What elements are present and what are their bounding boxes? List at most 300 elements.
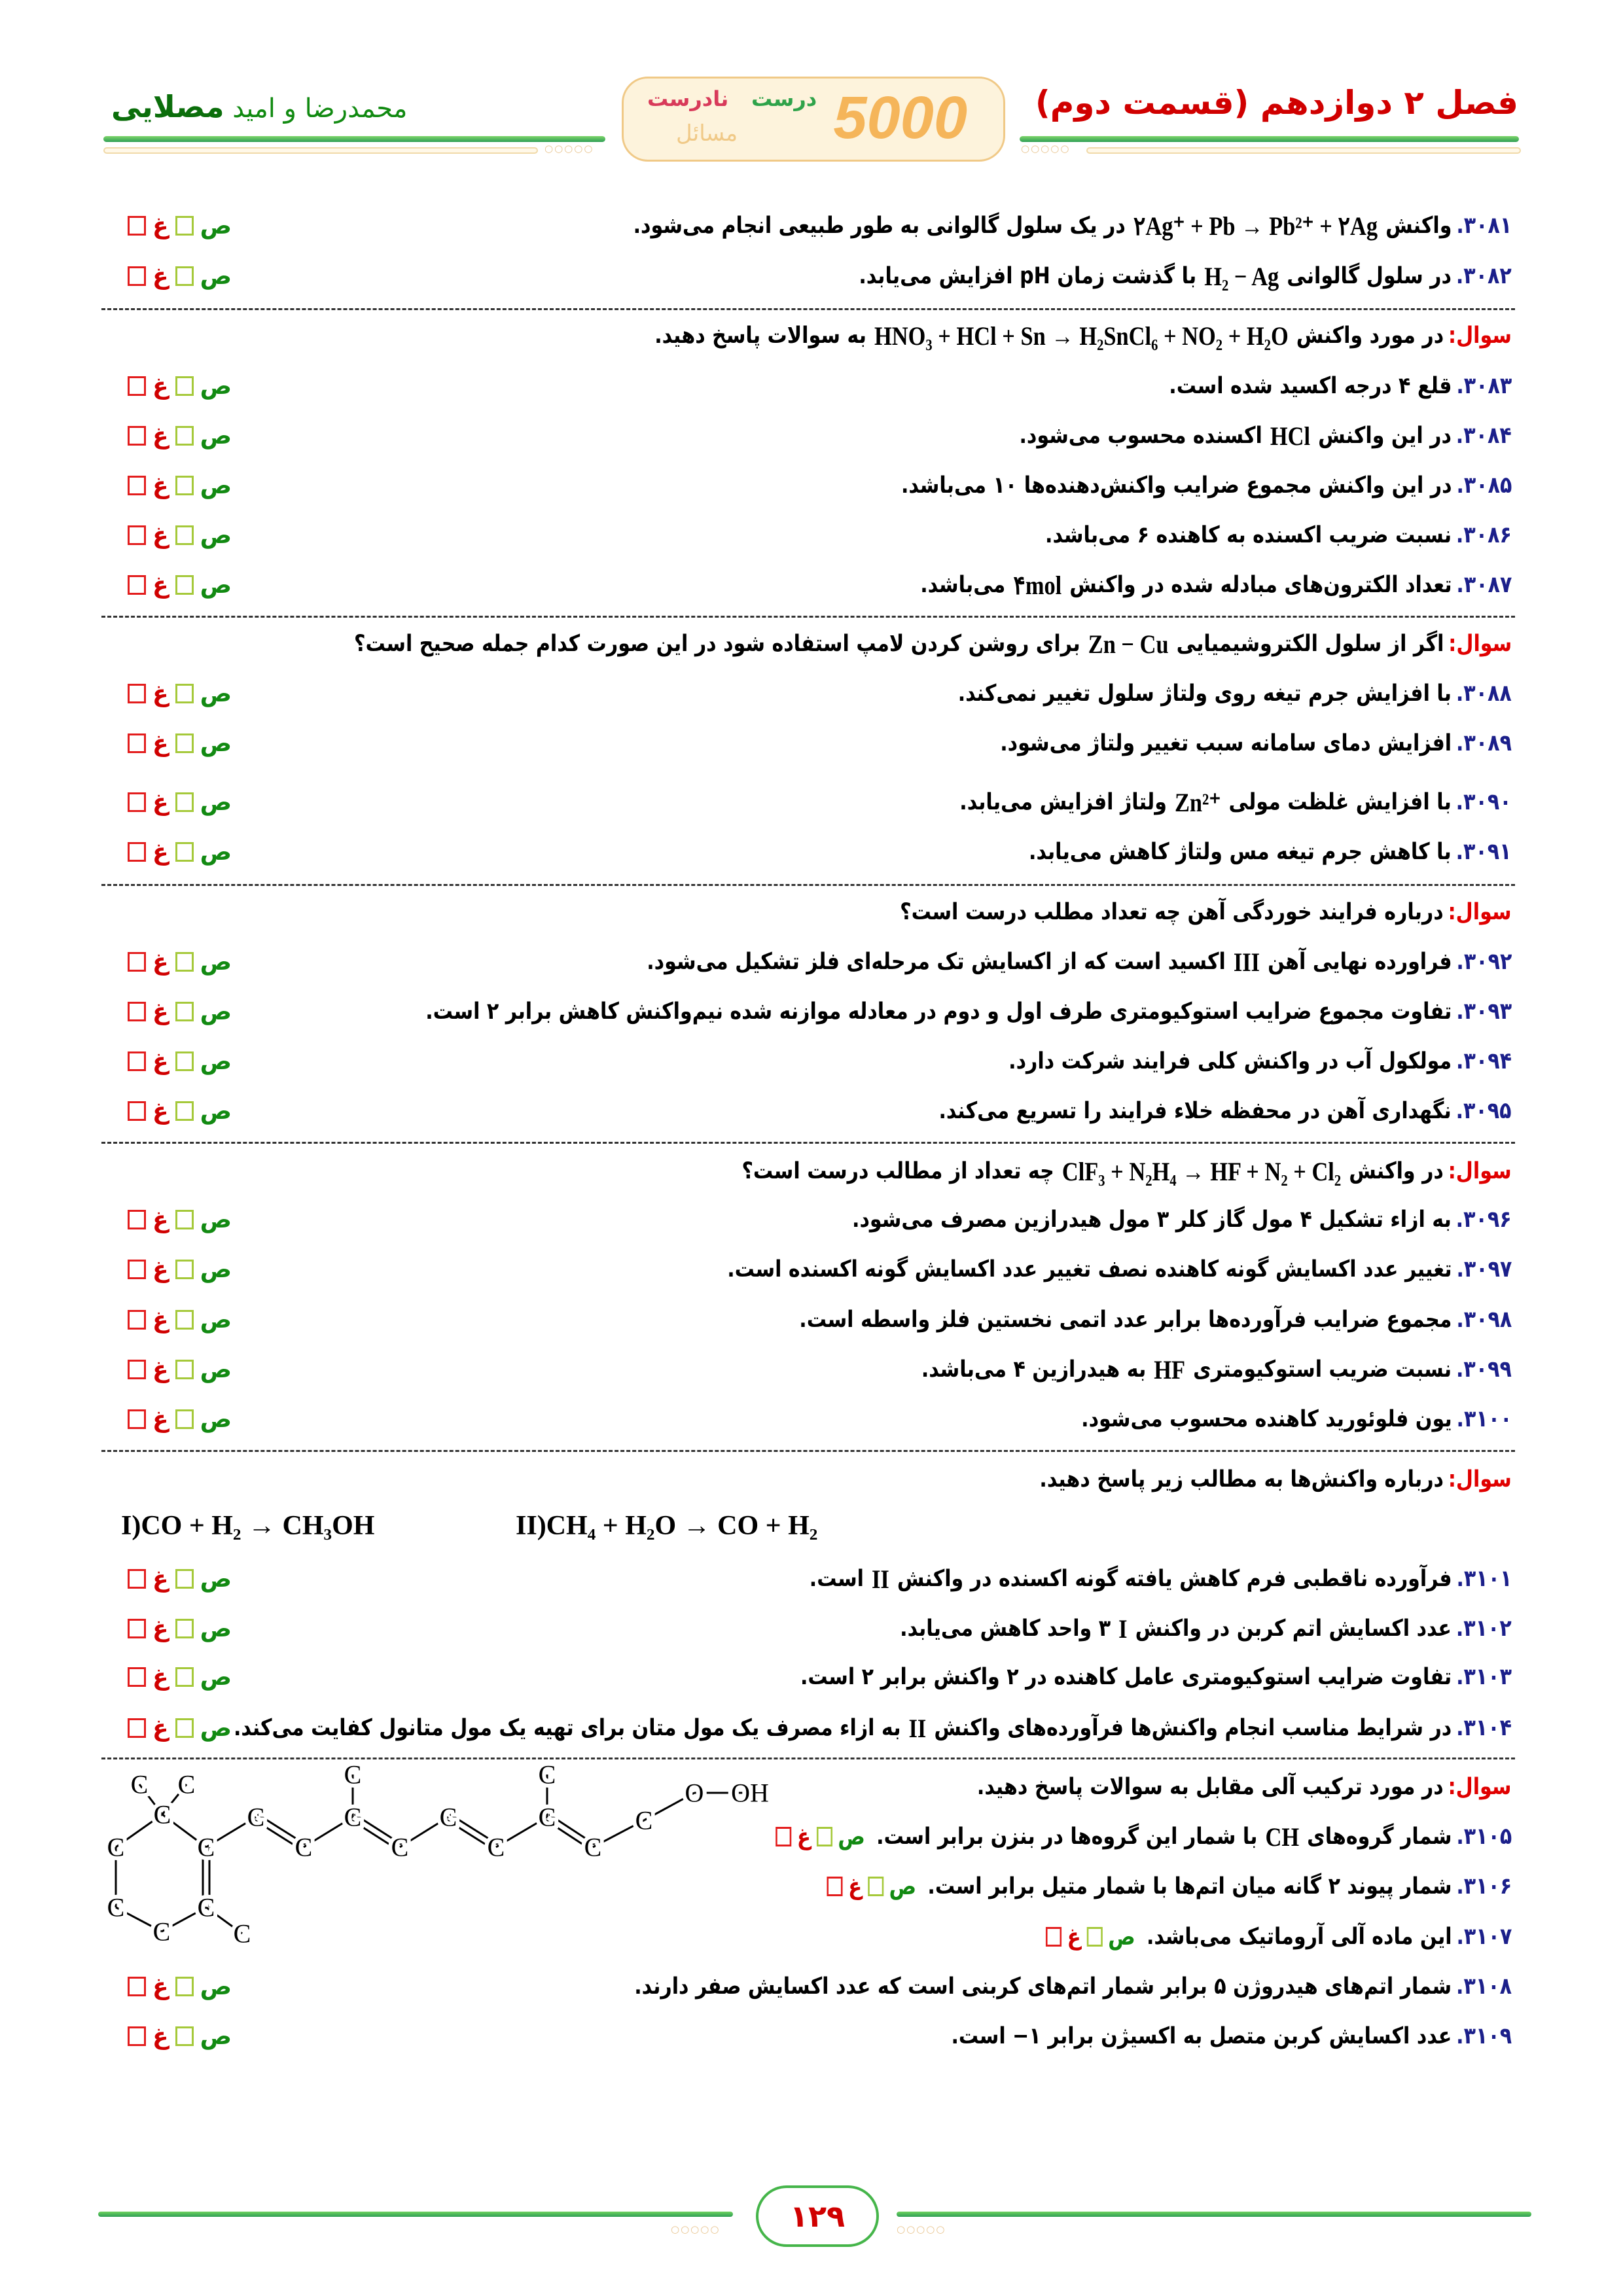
false-checkbox[interactable] bbox=[128, 733, 146, 753]
statement-text: در مورد ترکیب آلی مقابل به سوالات پاسخ دهید. bbox=[977, 1774, 1444, 1800]
answer-options bbox=[121, 365, 232, 407]
carbon-atom: C bbox=[233, 1918, 251, 1949]
true-checkbox[interactable] bbox=[175, 1409, 194, 1429]
statement-body bbox=[654, 315, 1512, 357]
statement-text-end: ۳ واحد کاهش می‌یابد. bbox=[900, 1616, 1111, 1642]
carbon-atom: C bbox=[107, 1832, 125, 1862]
statement-text: عدد اکسایش کربن متصل به اکسیژن برابر ۱− است. bbox=[951, 2023, 1452, 2049]
footer-dots-right: ○○○○○ bbox=[897, 2223, 946, 2235]
statement-number: ۳۰۸۱. bbox=[1456, 213, 1512, 239]
section-divider bbox=[101, 884, 1515, 886]
false-checkbox[interactable] bbox=[128, 1409, 146, 1429]
answer-options bbox=[121, 255, 232, 297]
false-label: غ bbox=[152, 1405, 169, 1433]
statement-body bbox=[799, 1299, 1512, 1341]
true-label: ص bbox=[200, 1973, 232, 2000]
false-checkbox[interactable] bbox=[128, 1360, 146, 1379]
statement-body bbox=[960, 781, 1512, 823]
false-checkbox[interactable] bbox=[827, 1877, 842, 1896]
question-label: سوال: bbox=[1448, 1466, 1512, 1492]
false-checkbox[interactable] bbox=[128, 1977, 146, 1996]
statement-number: ۳۱۰۱. bbox=[1456, 1566, 1512, 1592]
statement-row bbox=[111, 941, 1512, 983]
statement-text: این ماده آلی آروماتیک می‌باشد. bbox=[1146, 1924, 1452, 1950]
statement-text-end: می‌باشد. bbox=[919, 572, 1005, 598]
statement-body bbox=[939, 1090, 1512, 1132]
equation-2: II)CH₄ + H₂O → CO + H₂ bbox=[516, 1511, 818, 1541]
statement-text: نسبت ضریب استوکیومتری bbox=[1193, 1356, 1452, 1383]
false-checkbox[interactable] bbox=[128, 476, 146, 495]
false-checkbox[interactable] bbox=[128, 525, 146, 545]
true-label: ص bbox=[200, 1048, 232, 1075]
statement-number: ۳۱۰۴. bbox=[1456, 1715, 1512, 1741]
answer-options bbox=[121, 415, 232, 457]
true-label: ص bbox=[200, 521, 232, 549]
carbon-atom: C bbox=[344, 1759, 362, 1790]
statement-body bbox=[727, 1248, 1512, 1290]
true-checkbox[interactable] bbox=[868, 1877, 883, 1896]
question-label: سوال: bbox=[1448, 323, 1512, 349]
statement-text: نسبت ضریب اکسنده به کاهنده ۶ می‌باشد. bbox=[1045, 522, 1452, 548]
true-checkbox[interactable] bbox=[175, 1977, 194, 1996]
false-label: غ bbox=[152, 838, 169, 866]
answer-options bbox=[121, 781, 232, 823]
logo-number: 5000 bbox=[833, 84, 967, 151]
chemical-formula: III bbox=[1233, 947, 1260, 977]
logo-word-wrong: نادرست bbox=[647, 86, 729, 111]
statement-text: درباره فرایند خوردگی آهن چه تعداد مطلب درست است؟ bbox=[900, 899, 1444, 925]
false-label: غ bbox=[152, 1306, 169, 1333]
question-prompt bbox=[111, 315, 1512, 357]
false-checkbox[interactable] bbox=[128, 1051, 146, 1071]
statement-text: با افزایش جرم تیغه روی ولتاژ سلول تغییر نمی‌کند. bbox=[957, 680, 1452, 707]
carbon-atom: C bbox=[197, 1892, 215, 1922]
false-checkbox[interactable] bbox=[128, 684, 146, 703]
true-label: ص bbox=[200, 422, 232, 450]
statement-number: ۳۰۹۷. bbox=[1456, 1256, 1512, 1282]
true-label: ص bbox=[200, 571, 232, 599]
statement-row bbox=[111, 514, 1512, 556]
question-prompt bbox=[111, 1150, 1512, 1192]
true-label: ص bbox=[200, 212, 232, 239]
true-label: ص bbox=[200, 730, 232, 757]
carbon-atom: C bbox=[177, 1769, 196, 1799]
statement-body bbox=[900, 1608, 1512, 1650]
statement-text: عدد اکسایش اتم کربن در واکنش bbox=[1135, 1616, 1452, 1642]
answer-options bbox=[121, 2015, 232, 2057]
statement-text-end: چه تعداد از مطالب درست است؟ bbox=[741, 1158, 1055, 1184]
false-checkbox[interactable] bbox=[128, 1260, 146, 1279]
true-checkbox[interactable] bbox=[175, 733, 194, 753]
equation-1: I)CO + H₂ → CH₃OH bbox=[121, 1511, 375, 1541]
statement-text: در سلول گالوانی bbox=[1287, 263, 1452, 289]
false-checkbox[interactable] bbox=[128, 216, 146, 236]
carbon-atom: C bbox=[107, 1892, 125, 1922]
answer-options bbox=[121, 1707, 232, 1749]
chemical-formula: H₂ − Ag bbox=[1204, 261, 1279, 291]
answer-options bbox=[121, 1248, 232, 1290]
false-label: غ bbox=[152, 1663, 169, 1691]
true-checkbox[interactable] bbox=[175, 842, 194, 862]
false-checkbox[interactable] bbox=[128, 1210, 146, 1229]
statement-row bbox=[111, 1090, 1512, 1132]
answer-options bbox=[821, 1865, 916, 1907]
logo-word-problems: مسائل bbox=[676, 120, 738, 147]
statement-text-end: اکسنده محسوب می‌شود. bbox=[1019, 423, 1263, 449]
statement-body bbox=[800, 1656, 1512, 1698]
statement-row bbox=[111, 673, 1512, 715]
chapter-title: فصل ۲ دوازدهم (قسمت دوم) bbox=[1035, 84, 1518, 122]
false-checkbox[interactable] bbox=[128, 792, 146, 812]
answer-options bbox=[121, 673, 232, 715]
false-checkbox[interactable] bbox=[128, 376, 146, 396]
carbon-atom: C bbox=[584, 1832, 602, 1862]
section-divider bbox=[101, 1450, 1515, 1452]
statement-body bbox=[1040, 1916, 1512, 1958]
statement-row bbox=[111, 1299, 1512, 1341]
false-label: غ bbox=[152, 372, 169, 400]
chemical-formula: CH bbox=[1265, 1822, 1299, 1852]
statement-text: با کاهش جرم تیغه مس ولتاژ کاهش می‌یابد. bbox=[1029, 839, 1452, 865]
false-label: غ bbox=[847, 1873, 862, 1900]
true-checkbox[interactable] bbox=[175, 1051, 194, 1071]
statement-text: نگهداری آهن در محفظه خلاء فرایند را تسریع می‌کند. bbox=[938, 1098, 1452, 1124]
answer-options bbox=[121, 465, 232, 506]
statement-text: تعداد الکترون‌های مبادله شده در واکنش bbox=[1069, 572, 1452, 598]
true-label: ص bbox=[1107, 1923, 1135, 1951]
statement-body bbox=[742, 1150, 1512, 1192]
statement-row bbox=[111, 2015, 1512, 2057]
carbon-atom: C bbox=[294, 1832, 313, 1862]
chemical-formula: I bbox=[1118, 1614, 1128, 1644]
statement-text-end: به ازاء مصرف یک مول متان برای تهیه یک مول متانول کفایت می‌کند. bbox=[233, 1715, 901, 1741]
header-line-right bbox=[1020, 136, 1519, 142]
carbon-atom: C bbox=[247, 1802, 265, 1832]
statement-text: در این واکنش bbox=[1318, 423, 1452, 449]
false-label: غ bbox=[152, 1615, 169, 1642]
true-label: ص bbox=[200, 948, 232, 976]
true-label: ص bbox=[200, 2022, 232, 2050]
true-checkbox[interactable] bbox=[816, 1827, 832, 1846]
chemical-formula: Zn²⁺ bbox=[1175, 787, 1221, 817]
true-checkbox[interactable] bbox=[175, 426, 194, 446]
false-label: غ bbox=[1067, 1923, 1081, 1951]
question-prompt bbox=[111, 623, 1512, 665]
carbon-atom: C bbox=[344, 1802, 362, 1832]
page-number bbox=[756, 2185, 879, 2247]
statement-body bbox=[1029, 831, 1512, 873]
false-checkbox[interactable] bbox=[1046, 1927, 1061, 1947]
false-checkbox[interactable] bbox=[128, 842, 146, 862]
true-label: ص bbox=[200, 1714, 232, 1742]
statement-text: تفاوت مجموع ضرایب استوکیومتری طرف اول و دوم در معادله موازنه شده نیم‌واکنش کاهش برابر ۲ است. bbox=[425, 998, 1452, 1025]
answer-options bbox=[121, 1090, 232, 1132]
answer-options bbox=[121, 1299, 232, 1341]
statement-body bbox=[234, 1707, 1512, 1749]
false-label: غ bbox=[152, 788, 169, 816]
false-label: غ bbox=[152, 472, 169, 499]
oxygen-atom: O bbox=[685, 1778, 704, 1808]
statement-text: در شرایط مناسب انجام واکنش‌ها فرآورده‌های واکنش bbox=[934, 1715, 1452, 1741]
statement-number: ۳۰۸۷. bbox=[1456, 572, 1512, 598]
question-prompt bbox=[111, 1458, 1512, 1500]
statement-text: فراورده نهایی آهن bbox=[1267, 949, 1452, 975]
logo-word-right: درست bbox=[751, 86, 817, 111]
answer-options bbox=[121, 1966, 232, 2007]
header-dots-left: ○○○○○ bbox=[544, 143, 594, 154]
true-checkbox[interactable] bbox=[175, 1310, 194, 1330]
header-beige-line-left bbox=[103, 147, 538, 154]
true-checkbox[interactable] bbox=[175, 376, 194, 396]
hydroxyl-group: OH bbox=[731, 1778, 769, 1808]
answer-options bbox=[121, 564, 232, 606]
carbon-atom: C bbox=[487, 1832, 505, 1862]
chemical-formula: ۲Ag⁺ + Pb → Pb²⁺ + ۲Ag bbox=[1133, 211, 1378, 241]
false-checkbox[interactable] bbox=[128, 2026, 146, 2046]
statement-number: ۳۱۰۶. bbox=[1456, 1873, 1512, 1899]
statement-text-end: برای روشن کردن لامپ استفاده شود در این صورت کدام جمله صحیح است؟ bbox=[353, 631, 1080, 657]
statement-number: ۳۰۹۱. bbox=[1456, 839, 1512, 865]
statement-number: ۳۰۸۳. bbox=[1456, 373, 1512, 399]
header-line-left bbox=[103, 136, 605, 142]
false-checkbox[interactable] bbox=[128, 1667, 146, 1687]
statement-body bbox=[958, 673, 1512, 715]
false-checkbox[interactable] bbox=[128, 1569, 146, 1589]
answer-options bbox=[121, 1349, 232, 1390]
false-label: غ bbox=[152, 998, 169, 1025]
statement-body bbox=[977, 1766, 1512, 1808]
statement-number: ۳۰۹۹. bbox=[1456, 1356, 1512, 1383]
statement-text: واکنش bbox=[1385, 213, 1452, 239]
answer-options bbox=[121, 1558, 232, 1600]
chemical-formula: HCl bbox=[1270, 421, 1311, 451]
false-label: غ bbox=[152, 2022, 169, 2050]
statement-text: با افزایش غلظت مولی bbox=[1228, 789, 1452, 815]
statement-text-end: به سوالات پاسخ دهید. bbox=[654, 323, 867, 349]
true-checkbox[interactable] bbox=[175, 1260, 194, 1279]
chemical-formula: ClF₃ + N₂H₄ → HF + N₂ + Cl₂ bbox=[1062, 1156, 1342, 1186]
statement-body bbox=[1169, 365, 1512, 407]
carbon-atom: C bbox=[391, 1832, 409, 1862]
false-label: غ bbox=[152, 730, 169, 757]
false-checkbox[interactable] bbox=[128, 1310, 146, 1330]
false-checkbox[interactable] bbox=[128, 1718, 146, 1738]
true-checkbox[interactable] bbox=[175, 1210, 194, 1229]
carbon-atom: C bbox=[153, 1799, 171, 1829]
statement-body bbox=[634, 1966, 1512, 2007]
statement-row bbox=[111, 1040, 1512, 1082]
chemical-formula: HNO₃ + HCl + Sn → H₂SnCl₆ + NO₂ + H₂O bbox=[874, 321, 1289, 351]
true-checkbox[interactable] bbox=[175, 525, 194, 545]
statement-row bbox=[111, 1558, 1512, 1600]
statement-number: ۳۰۹۴. bbox=[1456, 1048, 1512, 1074]
true-checkbox[interactable] bbox=[175, 792, 194, 812]
false-label: غ bbox=[152, 521, 169, 549]
true-checkbox[interactable] bbox=[175, 1002, 194, 1021]
statement-number: ۳۰۸۵. bbox=[1456, 472, 1512, 499]
true-label: ص bbox=[200, 262, 232, 290]
true-checkbox[interactable] bbox=[175, 1667, 194, 1687]
statement-number: ۳۰۹۳. bbox=[1456, 998, 1512, 1025]
authors-last: مصلایی bbox=[111, 89, 224, 124]
statement-number: ۳۰۸۸. bbox=[1456, 680, 1512, 707]
statement-number: ۳۰۸۲. bbox=[1456, 263, 1512, 289]
footer-line-left bbox=[98, 2212, 733, 2217]
true-checkbox[interactable] bbox=[1086, 1927, 1102, 1947]
false-checkbox[interactable] bbox=[128, 1619, 146, 1638]
statement-number: ۳۰۹۲. bbox=[1456, 949, 1512, 975]
carbon-atom: C bbox=[538, 1802, 556, 1832]
statement-text-end: اکسید است که از اکسایش تک مرحله‌ای فلز تشکیل می‌شود. bbox=[646, 949, 1226, 975]
carbon-atom: C bbox=[130, 1769, 149, 1799]
page-number-text: ۱۲۹ bbox=[789, 2199, 846, 2234]
statement-text-end: در یک سلول گالوانی به طور طبیعی انجام می‌شود. bbox=[633, 213, 1126, 239]
true-label: ص bbox=[200, 1306, 232, 1333]
false-label: غ bbox=[152, 1356, 169, 1383]
true-label: ص bbox=[200, 1565, 232, 1593]
statement-body bbox=[633, 205, 1512, 247]
statement-body bbox=[425, 991, 1512, 1033]
true-label: ص bbox=[200, 838, 232, 866]
true-checkbox[interactable] bbox=[175, 575, 194, 595]
statement-body bbox=[647, 941, 1512, 983]
statement-text: فرآورده ناقطبی فرم کاهش یافته گونه اکسنده در واکنش bbox=[897, 1566, 1452, 1592]
statement-text: در مورد واکنش bbox=[1296, 323, 1444, 349]
statement-text-end: ولتاژ افزایش می‌یابد. bbox=[959, 789, 1168, 815]
statement-row bbox=[111, 465, 1512, 506]
statement-body bbox=[901, 465, 1512, 506]
section-divider bbox=[101, 1142, 1515, 1144]
statement-number: ۳۰۸۹. bbox=[1456, 730, 1512, 756]
answer-options bbox=[121, 1398, 232, 1440]
false-label: غ bbox=[152, 1206, 169, 1233]
false-label: غ bbox=[796, 1823, 811, 1850]
answer-options bbox=[121, 1608, 232, 1650]
logo bbox=[622, 77, 1005, 162]
statement-row bbox=[111, 1199, 1512, 1241]
true-label: ص bbox=[200, 1663, 232, 1691]
statement-row bbox=[111, 1608, 1512, 1650]
authors-first: محمدرضا و امید bbox=[232, 94, 408, 124]
statement-row bbox=[111, 1398, 1512, 1440]
statement-number: ۳۱۰۸. bbox=[1456, 1973, 1512, 2000]
false-label: غ bbox=[152, 1256, 169, 1283]
chemical-formula: ۴mol bbox=[1012, 570, 1061, 600]
true-checkbox[interactable] bbox=[175, 266, 194, 286]
true-checkbox[interactable] bbox=[175, 1718, 194, 1738]
carbon-atom: C bbox=[197, 1832, 215, 1862]
statement-number: ۳۰۸۶. bbox=[1456, 522, 1512, 548]
true-label: ص bbox=[200, 1615, 232, 1642]
statement-body bbox=[1020, 415, 1512, 457]
carbon-atom: C bbox=[635, 1805, 653, 1835]
true-label: ص bbox=[837, 1823, 865, 1850]
statement-text: افزایش دمای سامانه سبب تغییر ولتاژ می‌شود. bbox=[1000, 730, 1452, 756]
statement-body bbox=[1040, 1458, 1512, 1500]
statement-row bbox=[111, 831, 1512, 873]
statement-text-end: با شمار این گروه‌ها در بنزن برابر است. bbox=[876, 1824, 1258, 1850]
false-label: غ bbox=[152, 1565, 169, 1593]
true-checkbox[interactable] bbox=[175, 1569, 194, 1589]
statement-body bbox=[852, 1199, 1512, 1241]
section-divider bbox=[101, 308, 1515, 310]
false-checkbox[interactable] bbox=[128, 575, 146, 595]
footer-dots-left: ○○○○○ bbox=[671, 2223, 721, 2235]
false-checkbox[interactable] bbox=[128, 1101, 146, 1121]
true-label: ص bbox=[200, 1356, 232, 1383]
true-checkbox[interactable] bbox=[175, 1360, 194, 1379]
statement-text: مولکول آب در واکنش کلی فرایند شرکت دارد. bbox=[1008, 1048, 1452, 1074]
true-checkbox[interactable] bbox=[175, 2026, 194, 2046]
true-label: ص bbox=[200, 998, 232, 1025]
statement-number: ۳۰۹۶. bbox=[1456, 1207, 1512, 1233]
statement-row bbox=[111, 564, 1512, 606]
question-label: سوال: bbox=[1448, 1774, 1512, 1800]
chemical-formula: HF bbox=[1154, 1354, 1186, 1385]
statement-text: به ازاء تشکیل ۴ مول گاز کلر ۳ مول هیدرازین مصرف می‌شود. bbox=[852, 1207, 1452, 1233]
statement-text: قلع ۴ درجه اکسید شده است. bbox=[1169, 373, 1452, 399]
statement-number: ۳۱۰۵. bbox=[1456, 1824, 1512, 1850]
question-prompt bbox=[111, 891, 1512, 933]
true-checkbox[interactable] bbox=[175, 952, 194, 972]
statement-number: ۳۱۰۷. bbox=[1456, 1924, 1512, 1950]
false-checkbox[interactable] bbox=[128, 426, 146, 446]
statement-row bbox=[111, 991, 1512, 1033]
statement-text-end: است. bbox=[809, 1566, 864, 1592]
statement-number: ۳۰۸۴. bbox=[1456, 423, 1512, 449]
false-label: غ bbox=[152, 948, 169, 976]
statement-row bbox=[111, 1966, 1512, 2007]
molecule-structure bbox=[98, 1754, 792, 1963]
true-checkbox[interactable] bbox=[175, 476, 194, 495]
false-label: غ bbox=[152, 571, 169, 599]
footer-line-right bbox=[897, 2212, 1531, 2217]
answer-options bbox=[121, 941, 232, 983]
true-label: ص bbox=[200, 788, 232, 816]
true-label: ص bbox=[889, 1873, 916, 1900]
true-checkbox[interactable] bbox=[175, 1101, 194, 1121]
statement-text: مجموع ضرایب فرآورده‌ها برابر عدد اتمی نخستین فلز واسطه است. bbox=[799, 1307, 1452, 1333]
false-label: غ bbox=[152, 1048, 169, 1075]
statement-text: شمار اتم‌های هیدروژن ۵ برابر شمار اتم‌های کربنی است که عدد اکسایش صفر دارند. bbox=[634, 1973, 1452, 2000]
statement-number: ۳۱۰۰. bbox=[1456, 1406, 1512, 1432]
false-checkbox[interactable] bbox=[128, 952, 146, 972]
true-label: ص bbox=[200, 1097, 232, 1125]
statement-body bbox=[1008, 1040, 1512, 1082]
carbon-atom: C bbox=[152, 1916, 171, 1947]
statement-row bbox=[111, 255, 1512, 297]
true-checkbox[interactable] bbox=[175, 216, 194, 236]
true-label: ص bbox=[200, 1256, 232, 1283]
statement-row bbox=[111, 1707, 1512, 1749]
statement-text: در این واکنش مجموع ضرایب واکنش‌دهنده‌ها ۱۰ می‌باشد. bbox=[901, 472, 1452, 499]
true-checkbox[interactable] bbox=[175, 684, 194, 703]
statement-body bbox=[920, 564, 1512, 606]
statement-text: شمار گروه‌های bbox=[1306, 1824, 1452, 1850]
statement-row bbox=[111, 205, 1512, 247]
true-checkbox[interactable] bbox=[175, 1619, 194, 1638]
question-label: سوال: bbox=[1448, 631, 1512, 657]
false-checkbox[interactable] bbox=[128, 266, 146, 286]
statement-row bbox=[111, 1248, 1512, 1290]
statement-body bbox=[859, 255, 1512, 297]
true-label: ص bbox=[200, 1206, 232, 1233]
statement-row bbox=[111, 415, 1512, 457]
statement-text: شمار پیوند ۲ گانه میان اتم‌ها با شمار متیل برابر است. bbox=[927, 1873, 1452, 1899]
question-label: سوال: bbox=[1448, 1158, 1512, 1184]
false-checkbox[interactable] bbox=[128, 1002, 146, 1021]
statement-number: ۳۱۰۹. bbox=[1456, 2023, 1512, 2049]
